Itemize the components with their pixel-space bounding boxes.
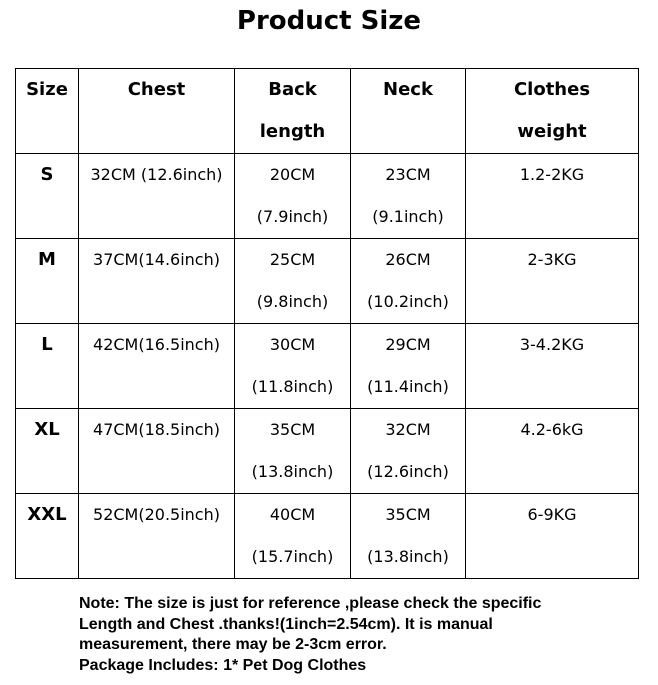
neck-value: 26CM (10.2inch) [367, 250, 449, 311]
size-value: L [41, 334, 53, 355]
size-cell [16, 324, 79, 409]
back-length-cell [235, 239, 351, 324]
size-value: S [40, 164, 54, 185]
chest-cell [79, 324, 235, 409]
size-cell [16, 409, 79, 494]
chest-cell [79, 154, 235, 239]
table-row [16, 324, 639, 409]
neck-cell [351, 409, 466, 494]
table-header-row [16, 69, 639, 154]
back-length-value: 40CM (15.7inch) [251, 505, 334, 566]
header-back-length [235, 69, 351, 154]
header-chest [79, 69, 235, 154]
weight-value: 6-9KG [527, 505, 577, 524]
back-length-value: 30CM (11.8inch) [251, 335, 334, 396]
neck-value: 35CM (13.8inch) [367, 505, 449, 566]
neck-cell [351, 154, 466, 239]
size-cell [16, 154, 79, 239]
weight-cell [466, 154, 639, 239]
weight-value: 1.2-2KG [519, 165, 585, 184]
neck-cell [351, 494, 466, 579]
back-length-value: 35CM (13.8inch) [251, 420, 334, 481]
weight-cell [466, 494, 639, 579]
size-cell [16, 494, 79, 579]
weight-value: 3-4.2KG [519, 335, 585, 354]
header-chest-label: Chest [127, 79, 186, 100]
table-row [16, 409, 639, 494]
header-neck [351, 69, 466, 154]
neck-value: 29CM (11.4inch) [367, 335, 449, 396]
back-length-cell [235, 494, 351, 579]
page-title: Product Size [236, 6, 422, 36]
reference-note: Note: The size is just for reference ,please check the specific Length and Chest .thanks!(1inch=2.54cm). It is manual measurement, there may be 2-3cm error. Package Includes: 1* Pet Dog Clothes [79, 595, 542, 674]
table-row [16, 239, 639, 324]
chest-cell [79, 239, 235, 324]
header-clothes-weight-label: Clothes weight [513, 79, 591, 142]
back-length-cell [235, 324, 351, 409]
weight-cell [466, 239, 639, 324]
size-value: M [38, 249, 56, 270]
chest-cell [79, 494, 235, 579]
header-size [16, 69, 79, 154]
back-length-value: 20CM (7.9inch) [256, 165, 329, 226]
back-length-cell [235, 409, 351, 494]
size-table [15, 68, 639, 579]
chest-value: 47CM(18.5inch) [93, 420, 220, 439]
table-row [16, 494, 639, 579]
chest-value: 42CM(16.5inch) [93, 335, 220, 354]
chest-value: 32CM (12.6inch) [90, 165, 223, 184]
header-back-length-label: Back length [259, 79, 326, 142]
size-value: XXL [27, 504, 67, 525]
back-length-value: 25CM (9.8inch) [256, 250, 329, 311]
neck-value: 23CM (9.1inch) [372, 165, 444, 226]
size-cell [16, 239, 79, 324]
neck-value: 32CM (12.6inch) [367, 420, 449, 481]
back-length-cell [235, 154, 351, 239]
neck-cell [351, 324, 466, 409]
weight-cell [466, 409, 639, 494]
neck-cell [351, 239, 466, 324]
chest-value: 52CM(20.5inch) [93, 505, 220, 524]
chest-value: 37CM(14.6inch) [93, 250, 220, 269]
size-value: XL [34, 419, 60, 440]
header-size-label: Size [26, 79, 68, 100]
weight-cell [466, 324, 639, 409]
chest-cell [79, 409, 235, 494]
weight-value: 2-3KG [527, 250, 577, 269]
table-row [16, 154, 639, 239]
weight-value: 4.2-6kG [520, 420, 584, 439]
header-neck-label: Neck [383, 79, 433, 100]
header-clothes-weight [466, 69, 639, 154]
